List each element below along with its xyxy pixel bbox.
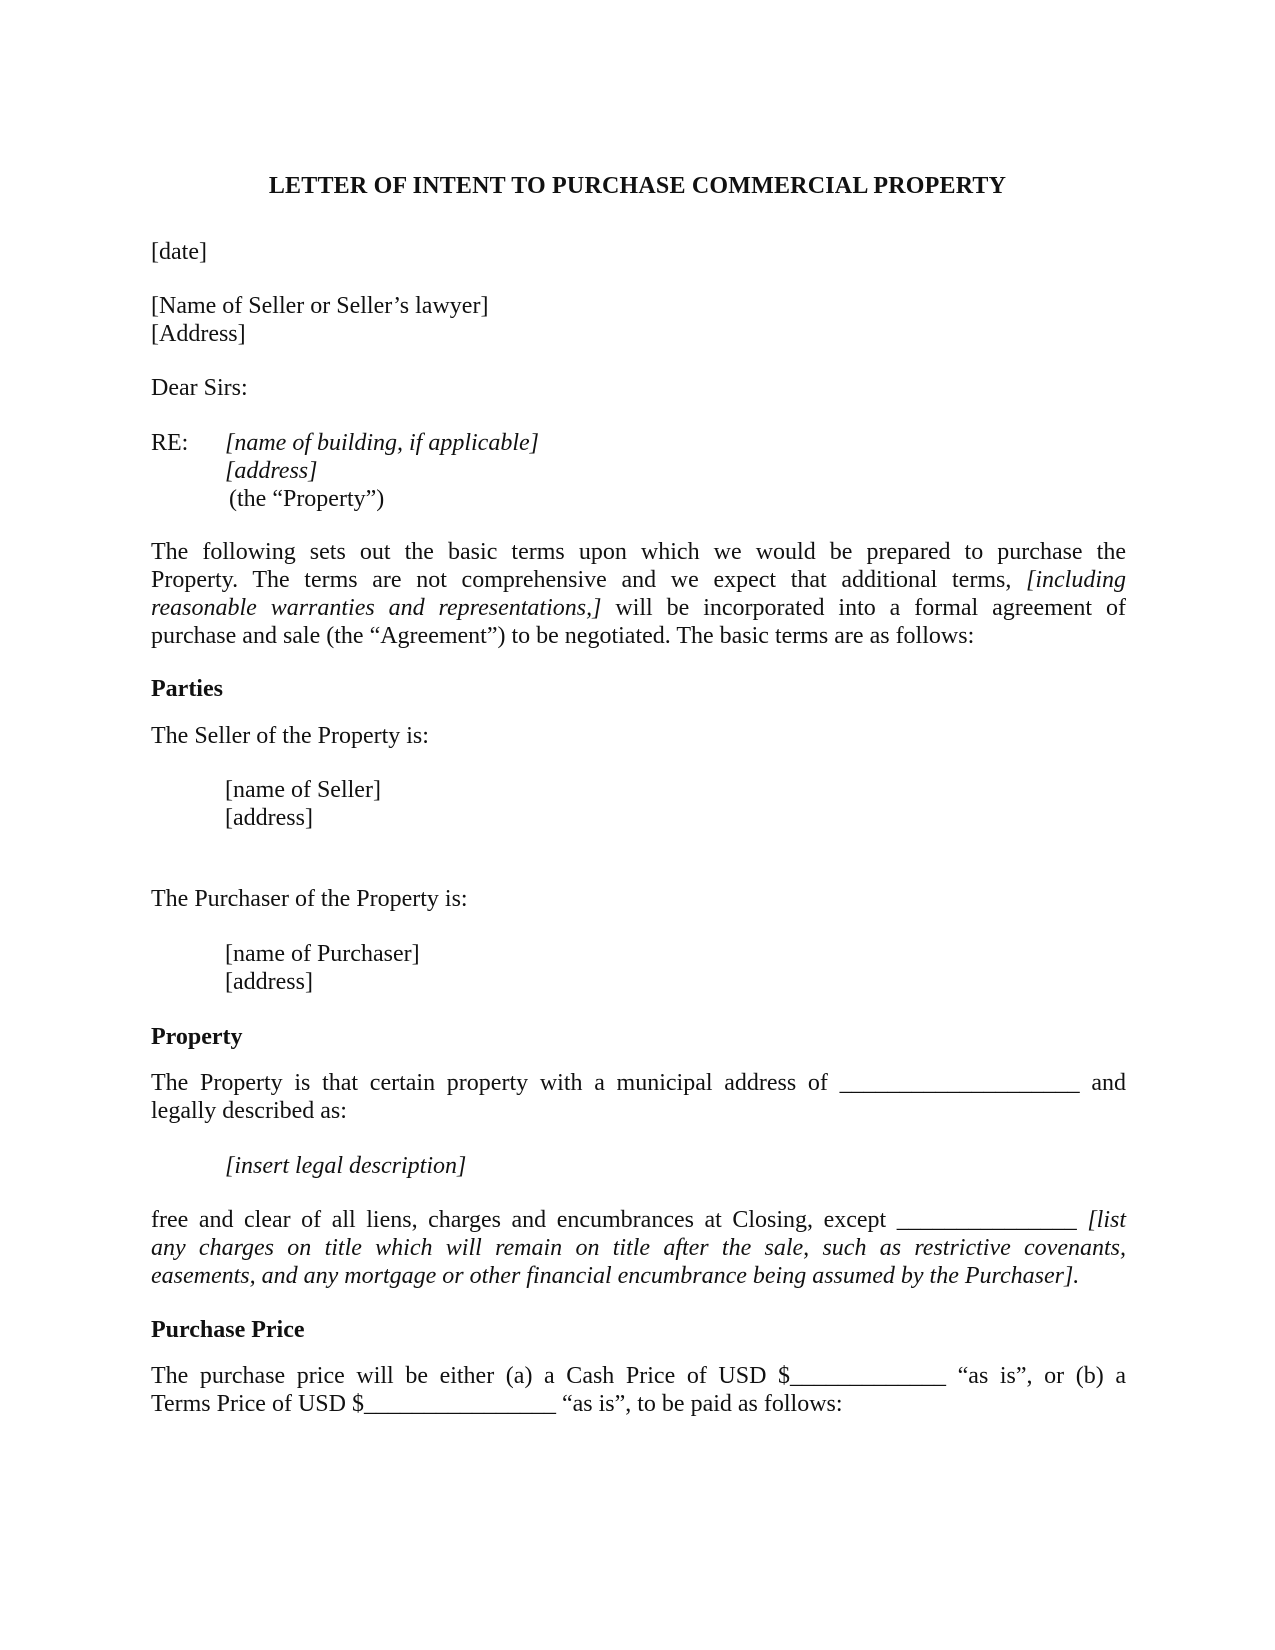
- intro-line-3-italic: reasonable warranties and representations,]: [151, 595, 602, 621]
- purchase-price-paragraph: [151, 1362, 1126, 1418]
- purchaser-block: [225, 940, 1125, 996]
- purchase-price-heading: Purchase Price: [151, 1317, 305, 1343]
- intro-line-2-text: Property. The terms are not comprehensive and we expect that additional terms,: [151, 567, 1026, 593]
- purchaser-address: [address]: [225, 969, 313, 995]
- property-heading: Property: [151, 1024, 243, 1050]
- seller-block: [225, 776, 1125, 832]
- encumbrances-line-1-italic: [list: [1087, 1207, 1126, 1233]
- intro-line-3-text: will be incorporated into a formal agreement of: [601, 595, 1127, 621]
- salutation: Dear Sirs:: [151, 375, 248, 401]
- encumbrances-line-3: easements, and any mortgage or other financial encumbrance being assumed by the Purchaser].: [151, 1263, 1080, 1289]
- seller-address: [address]: [225, 805, 313, 831]
- intro-line-2-italic: [including: [1026, 567, 1126, 593]
- encumbrances-line-2: any charges on title which will remain on title after the sale, such as restrictive covenants,: [151, 1235, 1126, 1261]
- purchase-price-line-2: Terms Price of USD $________________ “as is”, to be paid as follows:: [151, 1391, 843, 1417]
- purchase-price-line-1: The purchase price will be either (a) a Cash Price of USD $_____________ “as is”, or (b) a: [151, 1363, 1126, 1389]
- re-label: RE:: [151, 430, 189, 456]
- date-placeholder: [date]: [151, 239, 207, 265]
- re-building: [name of building, if applicable]: [225, 430, 539, 456]
- recipient-name: [Name of Seller or Seller’s lawyer]: [151, 293, 489, 319]
- recipient-address: [Address]: [151, 321, 246, 347]
- intro-line-1: The following sets out the basic terms upon which we would be prepared to purchase the: [151, 539, 1126, 565]
- seller-intro: The Seller of the Property is:: [151, 723, 429, 749]
- re-defined-term: (the “Property”): [229, 486, 385, 512]
- intro-paragraph: [151, 538, 1126, 650]
- re-lines: [225, 429, 539, 513]
- property-line-2: legally described as:: [151, 1098, 347, 1124]
- purchaser-intro: The Purchaser of the Property is:: [151, 886, 468, 912]
- document-title: LETTER OF INTENT TO PURCHASE COMMERCIAL PROPERTY: [268, 173, 1007, 199]
- encumbrances-line-1: [151, 1206, 1126, 1234]
- parties-heading: Parties: [151, 676, 223, 702]
- encumbrances-line-1-text: free and clear of all liens, charges and encumbrances at Closing, except _______________: [151, 1207, 1088, 1233]
- seller-name: [name of Seller]: [225, 777, 381, 803]
- encumbrances-paragraph: [151, 1206, 1126, 1290]
- purchaser-name: [name of Purchaser]: [225, 941, 420, 967]
- intro-line-4: purchase and sale (the “Agreement”) to be negotiated. The basic terms are as follows:: [151, 623, 975, 649]
- intro-line-2: [151, 566, 1126, 594]
- property-paragraph: [151, 1069, 1126, 1125]
- property-line-1: The Property is that certain property with a municipal address of ____________________ and: [151, 1070, 1126, 1096]
- recipient-block: [151, 292, 1126, 348]
- intro-line-3: [151, 594, 1126, 622]
- re-address: [address]: [225, 458, 318, 484]
- legal-description-placeholder: [insert legal description]: [225, 1153, 467, 1179]
